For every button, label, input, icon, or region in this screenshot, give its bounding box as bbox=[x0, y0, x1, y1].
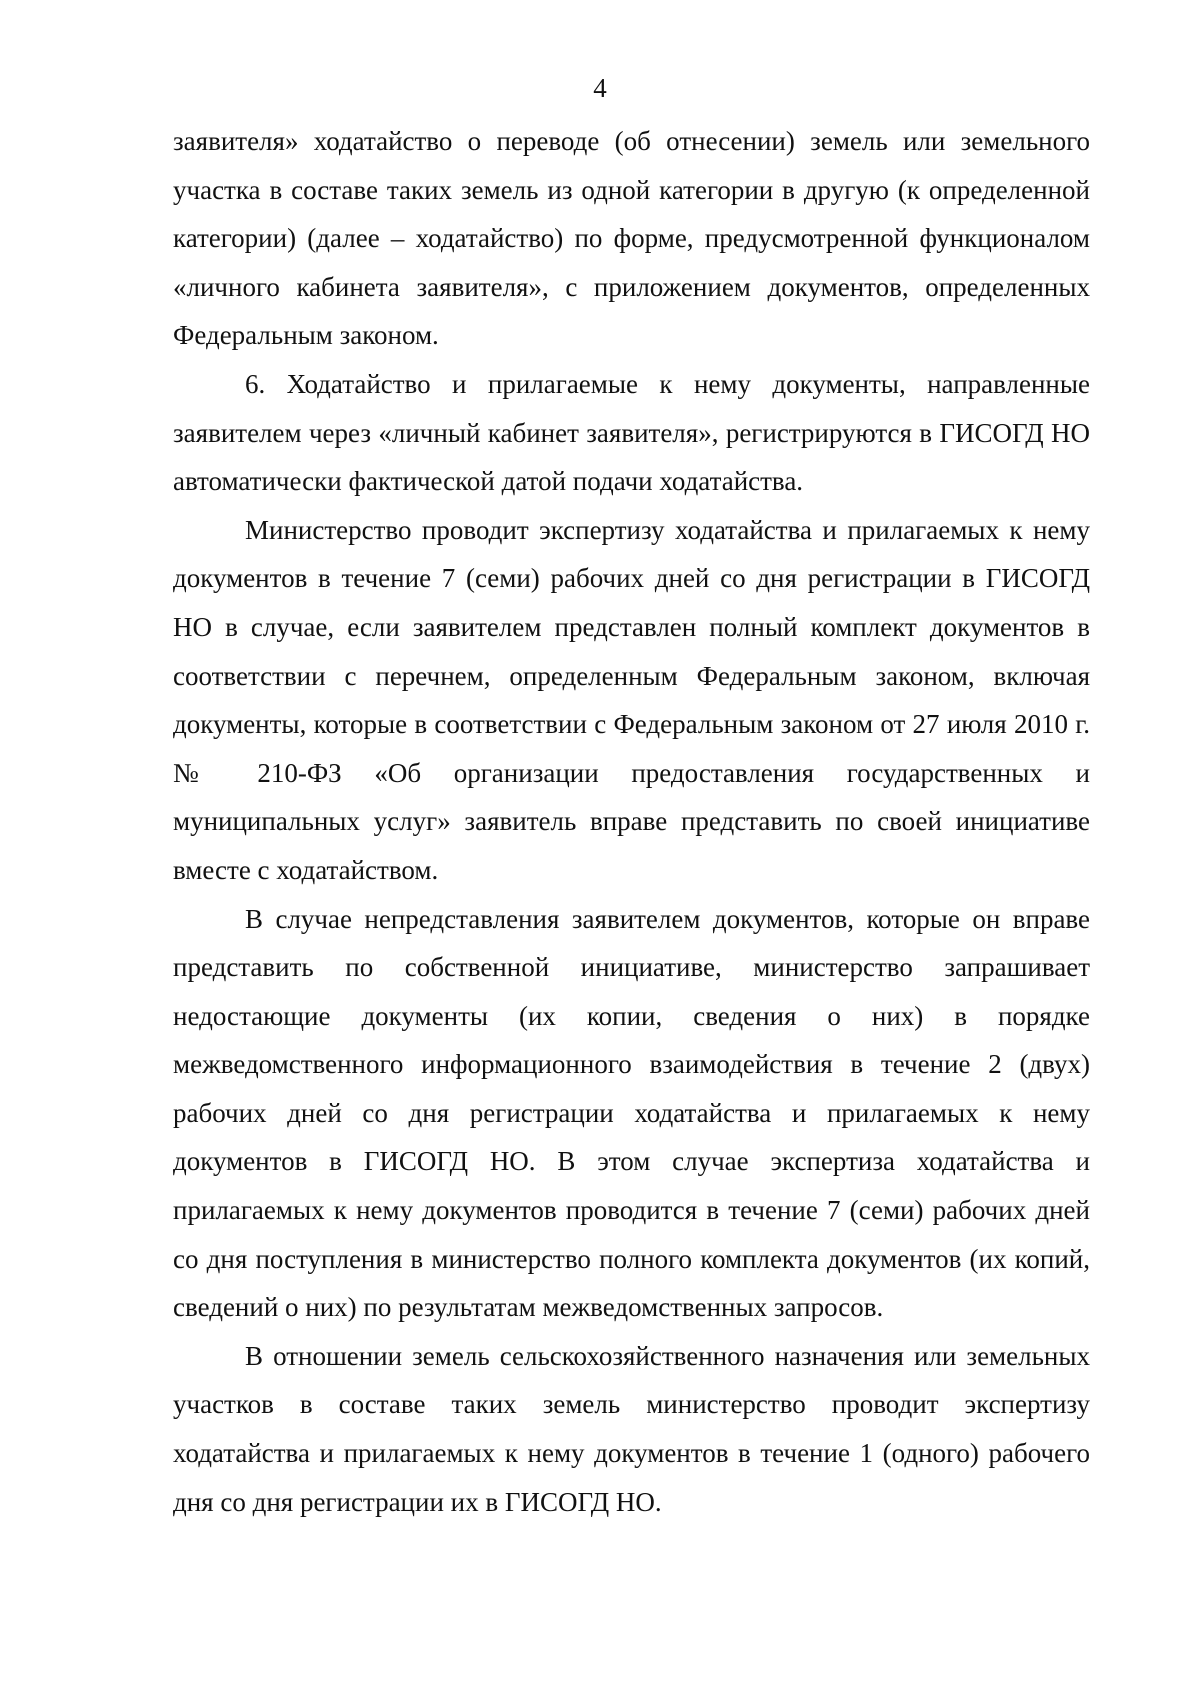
page-number: 4 bbox=[593, 73, 607, 103]
document-body bbox=[173, 117, 1090, 1526]
paragraph: 6. Ходатайство и прилагаемые к нему документы, направленные заявителем через «личный кабинет заявителя», регистрируются в ГИСОГД НО автоматически фактической датой подачи ходатайства. bbox=[173, 368, 1090, 497]
paragraph: В случае непредставления заявителем документов, которые он вправе представить по собственной инициативе, министерство запрашивает недостающие документы (их копии, сведения о них) в порядке межведомственного информационного взаимодействия в течение 2 (двух) рабочих дней со дня регистрации ходатайства и прилагаемых к нему документов в ГИСОГД НО. В этом случае экспертиза ходатайства и прилагаемых к нему документов проводится в течение 7 (семи) рабочих дней со дня поступления в министерство полного комплекта документов (их копий, сведений о них) по результатам межведомственных запросов. bbox=[173, 903, 1090, 1323]
paragraph: В отношении земель сельскохозяйственного назначения или земельных участков в составе таких земель министерство проводит экспертизу ходатайства и прилагаемых к нему документов в течение 1 (одного) рабочего дня со дня регистрации их в ГИСОГД НО. bbox=[173, 1340, 1090, 1517]
paragraph: Министерство проводит экспертизу ходатайства и прилагаемых к нему документов в течение 7 (семи) рабочих дней со дня регистрации в ГИСОГД НО в случае, если заявителем представлен полный комплект документов в соответствии с перечнем, определенным Федеральным законом, включая документы, которые в соответствии с Федеральным законом от 27 июля 2010 г. № 210-ФЗ «Об организации предоставления государственных и муниципальных услуг» заявитель вправе представить по своей инициативе вместе с ходатайством. bbox=[173, 514, 1090, 885]
paragraph: заявителя» ходатайство о переводе (об отнесении) земель или земельного участка в составе таких земель из одной категории в другую (к определенной категории) (далее – ходатайство) по форме, предусмотренной функционалом «личного кабинета заявителя», с приложением документов, определенных Федеральным законом. bbox=[173, 126, 1090, 351]
